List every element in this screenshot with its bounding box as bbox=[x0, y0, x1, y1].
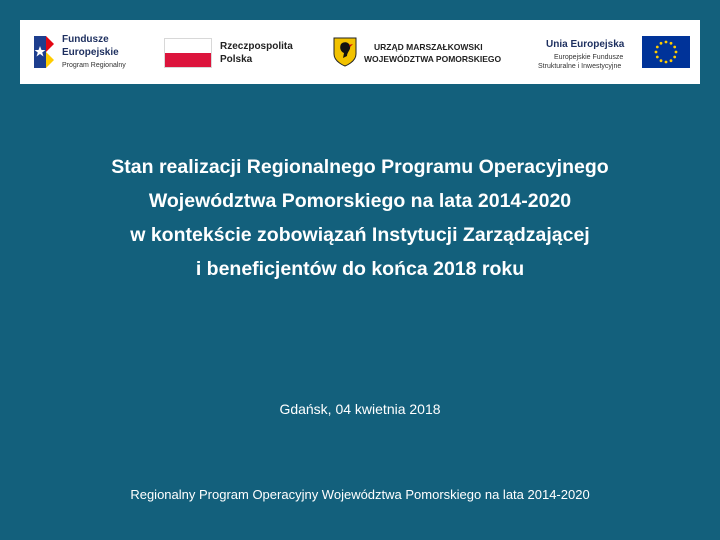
polish-flag-icon bbox=[164, 38, 212, 68]
presentation-title bbox=[40, 150, 680, 286]
title-line: i beneficjentów do końca 2018 roku bbox=[195, 258, 525, 280]
polska-label: Polska bbox=[220, 54, 253, 65]
eu-flag-icon bbox=[642, 36, 690, 68]
presentation-date: Gdańsk, 04 kwietnia 2018 bbox=[279, 401, 441, 417]
title-line: Województwa Pomorskiego na lata 2014-2020 bbox=[148, 190, 572, 212]
fundusze-label: Fundusze bbox=[62, 34, 109, 45]
unia-europejska-label: Unia Europejska bbox=[546, 39, 625, 50]
rzeczpospolita-label: Rzeczpospolita bbox=[220, 41, 293, 52]
europejskie-fundusze-label: Europejskie Fundusze bbox=[554, 54, 624, 61]
unia-europejska-logo bbox=[532, 20, 698, 84]
urzad-marszalkowski-label: URZĄD MARSZAŁKOWSKI bbox=[374, 42, 483, 52]
pomeranian-griffin-icon bbox=[332, 36, 358, 68]
logo-bar bbox=[20, 20, 700, 84]
footer-program-name: Regionalny Program Operacyjny Województwa Pomorskiego na lata 2014-2020 bbox=[130, 487, 590, 502]
title-line: Stan realizacji Regionalnego Programu Operacyjnego bbox=[111, 156, 609, 178]
urzad-marszalkowski-logo bbox=[330, 20, 520, 84]
fundusze-europejskie-star-icon bbox=[32, 32, 56, 72]
europejskie-label: Europejskie bbox=[62, 47, 119, 58]
strukturalne-inwestycyjne-label: Strukturalne i Inwestycyjne bbox=[538, 63, 622, 70]
rzeczpospolita-polska-logo bbox=[162, 20, 312, 84]
title-line: w kontekście zobowiązań Instytucji Zarządzającej bbox=[130, 224, 590, 246]
fundusze-europejskie-logo bbox=[28, 20, 158, 84]
program-regionalny-label: Program Regionalny bbox=[62, 62, 126, 69]
wojewodztwa-pomorskiego-label: WOJEWÓDZTWA POMORSKIEGO bbox=[364, 54, 502, 64]
